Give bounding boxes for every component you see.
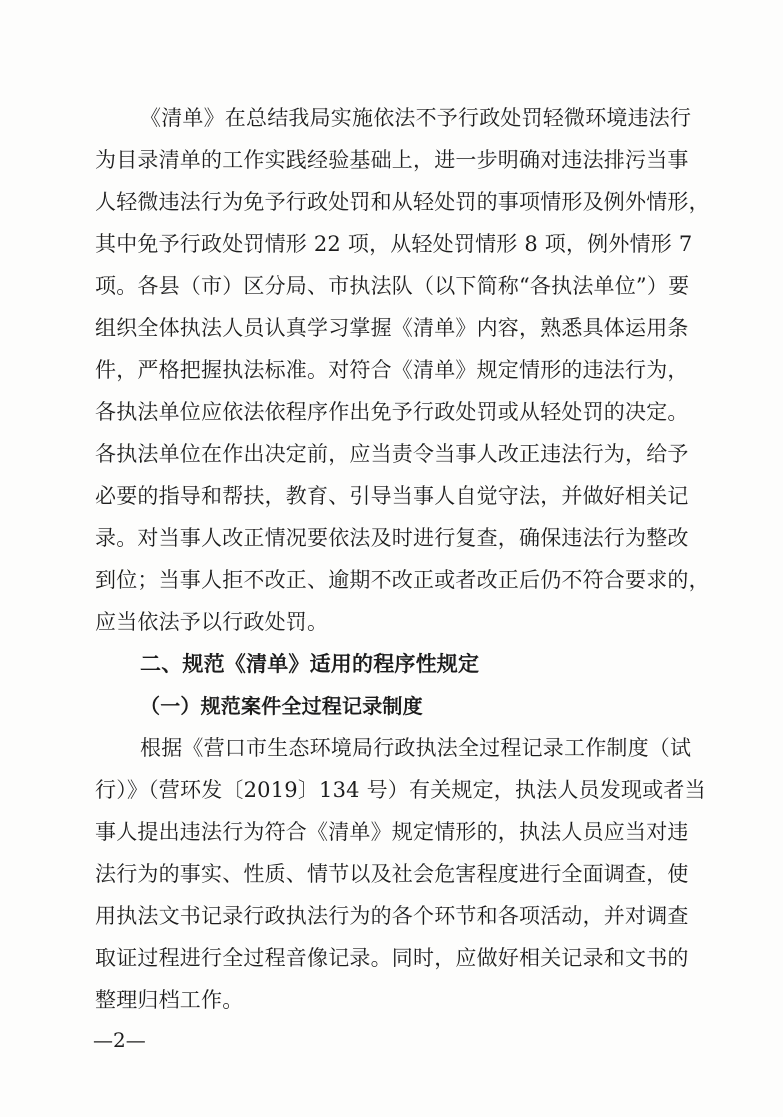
paragraph-line: 为目录清单的工作实践经验基础上，进一步明确对违法排污当事: [95, 148, 689, 172]
subsection-heading: （一）规范案件全过程记录制度: [140, 694, 423, 718]
paragraph-line: 人轻微违法行为免予行政处罚和从轻处罚的事项情形及例外情形，: [95, 190, 710, 214]
paragraph-line: 用执法文书记录行政执法行为的各个环节和各项活动，并对调查: [95, 904, 689, 928]
paragraph-line: 取证过程进行全过程音像记录。同时，应做好相关记录和文书的: [95, 946, 689, 970]
paragraph-line: 根据《营口市生态环境局行政执法全过程记录工作制度（试: [140, 736, 692, 760]
paragraph-line: 整理归档工作。: [95, 988, 244, 1012]
section-heading: 二、规范《清单》适用的程序性规定: [140, 652, 480, 676]
paragraph-line: 组织全体执法人员认真学习掌握《清单》内容，熟悉具体运用条: [95, 316, 689, 340]
paragraph-line: 到位；当事人拒不改正、逾期不改正或者改正后仍不符合要求的，: [95, 568, 710, 592]
paragraph-line: 事人提出违法行为符合《清单》规定情形的，执法人员应当对违: [95, 820, 689, 844]
paragraph-line: 法行为的事实、性质、情节以及社会危害程度进行全面调查，使: [95, 862, 689, 886]
paragraph-line: 各执法单位在作出决定前，应当责令当事人改正违法行为，给予: [95, 442, 689, 466]
paragraph-line: 项。各县（市）区分局、市执法队（以下简称“各执法单位”）要: [95, 274, 690, 298]
paragraph-line: 《清单》在总结我局实施依法不予行政处罚轻微环境违法行: [140, 106, 692, 130]
page-number: —2—: [93, 1028, 146, 1052]
paragraph-line: 件，严格把握执法标准。对符合《清单》规定情形的违法行为，: [95, 358, 689, 382]
paragraph-line: 各执法单位应依法依程序作出免予行政处罚或从轻处罚的决定。: [95, 400, 689, 424]
paragraph-line: 应当依法予以行政处罚。: [95, 610, 329, 634]
paragraph-line: 必要的指导和帮扶，教育、引导当事人自觉守法，并做好相关记: [95, 484, 689, 508]
paragraph-line: 录。对当事人改正情况要依法及时进行复查，确保违法行为整改: [95, 526, 689, 550]
paragraph-line: 行）》（营环发〔2019〕134 号）有关规定，执法人员发现或者当: [95, 778, 706, 802]
paragraph-line: 其中免予行政处罚情形 22 项，从轻处罚情形 8 项，例外情形 7: [95, 232, 693, 256]
